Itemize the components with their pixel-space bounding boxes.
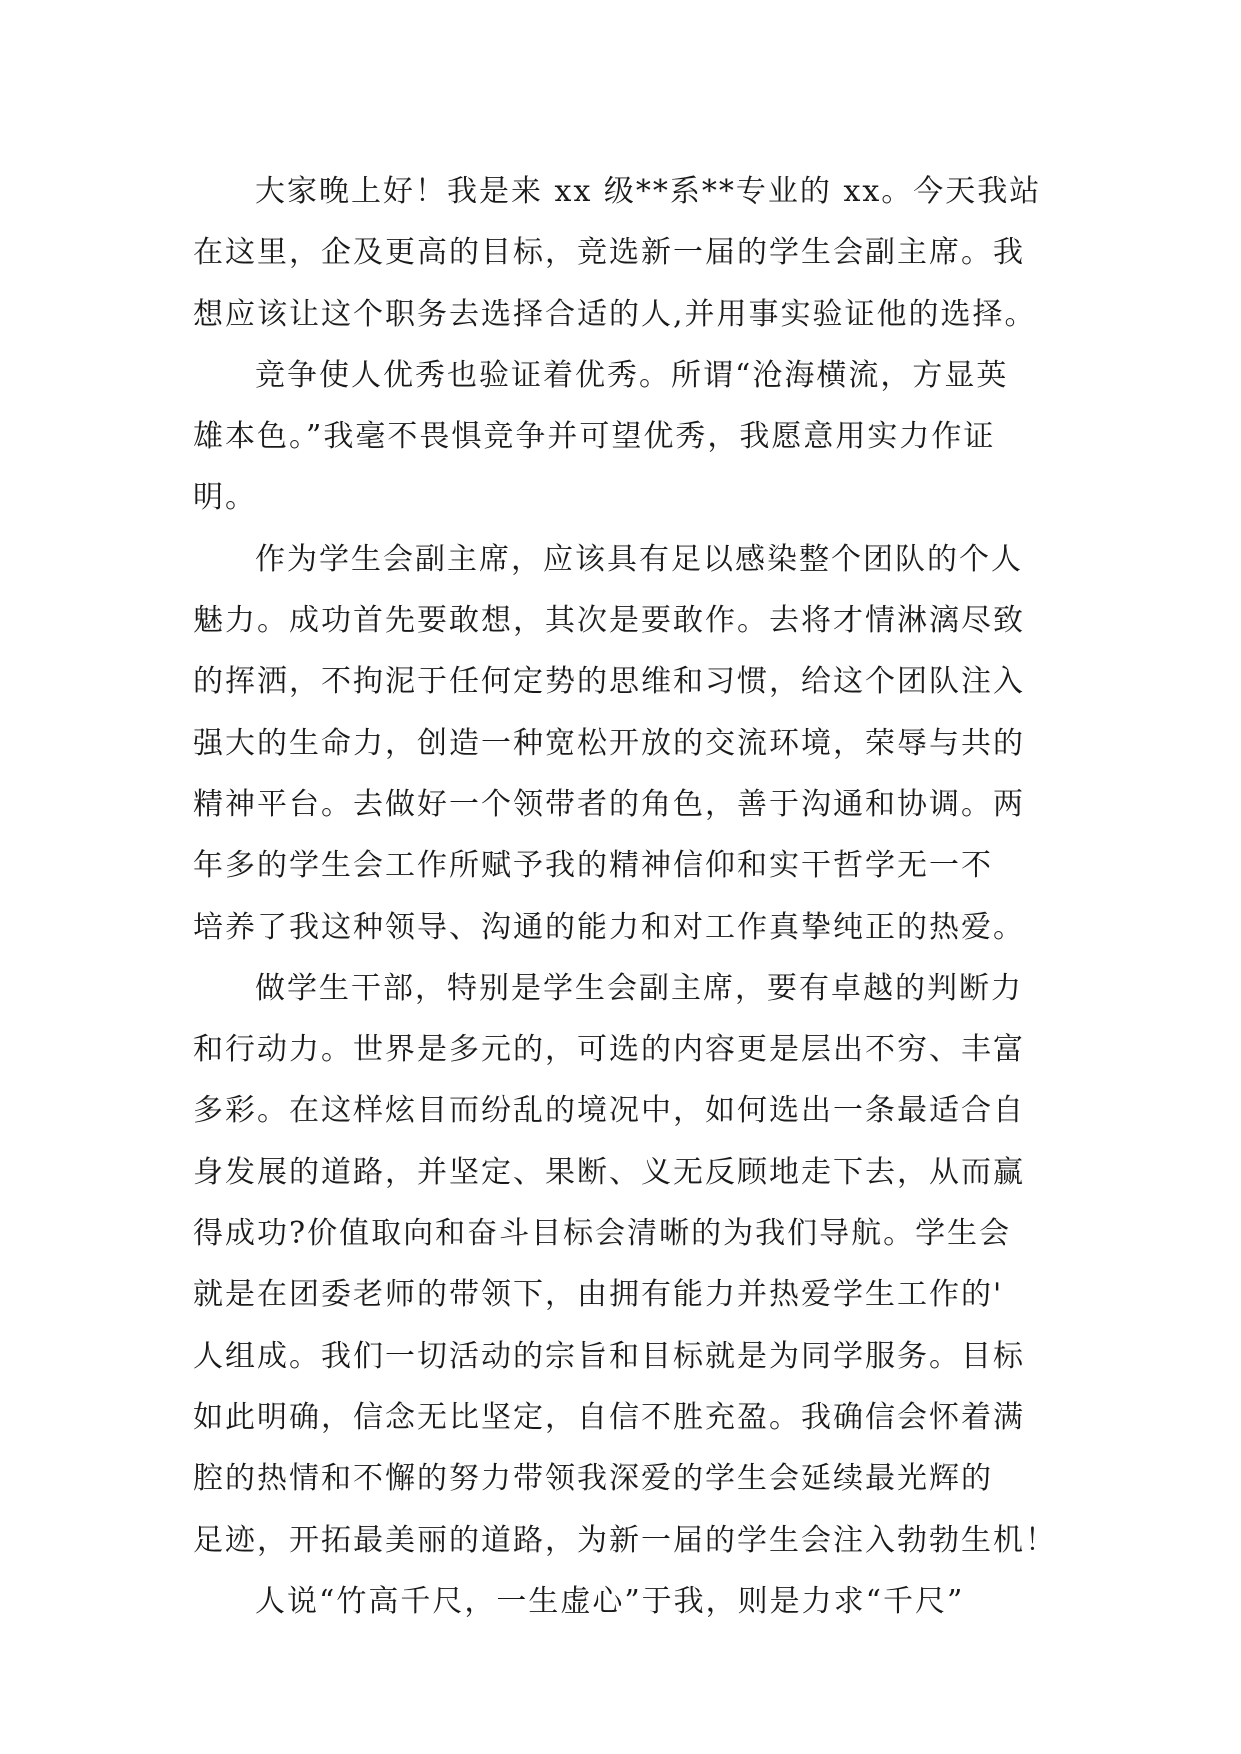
text-line: 年多的学生会工作所赋予我的精神信仰和实干哲学无一不 <box>193 848 993 884</box>
text-line: 和行动力。世界是多元的，可选的内容更是层出不穷、丰富 <box>193 1032 1025 1068</box>
text-line: 大家晚上好！我是来 xx 级**系**专业的 xx。今天我站 <box>255 174 1042 209</box>
text-line: 竞争使人优秀也验证着优秀。所谓“沧海横流，方显英 <box>255 357 1009 393</box>
text-line: 的挥洒，不拘泥于任何定势的思维和习惯，给这个团队注入 <box>193 664 1025 700</box>
text-line: 作为学生会副主席，应该具有足以感染整个团队的个人 <box>255 541 1023 577</box>
text-line: 雄本色。”我毫不畏惧竞争并可望优秀，我愿意用实力作证 <box>193 419 996 455</box>
text-line: 多彩。在这样炫目而纷乱的境况中，如何选出一条最适合自 <box>193 1093 1025 1129</box>
text-line: 如此明确，信念无比坚定，自信不胜充盈。我确信会怀着满 <box>193 1399 1025 1435</box>
text-line: 身发展的道路，并坚定、果断、义无反顾地走下去，从而赢 <box>193 1154 1025 1190</box>
text-line: 足迹，开拓最美丽的道路，为新一届的学生会注入勃勃生机！ <box>193 1522 1057 1558</box>
text-line: 就是在团委老师的带领下，由拥有能力并热爱学生工作的' <box>193 1277 1004 1313</box>
text-line: 人说“竹高千尺，一生虚心”于我，则是力求“千尺” <box>255 1583 965 1619</box>
text-line: 明。 <box>193 480 257 516</box>
text-line: 精神平台。去做好一个领带者的角色，善于沟通和协调。两 <box>193 786 1025 822</box>
text-line: 人组成。我们一切活动的宗旨和目标就是为同学服务。目标 <box>193 1338 1025 1374</box>
text-line: 想应该让这个职务去选择合适的人,并用事实验证他的选择。 <box>193 296 1037 332</box>
document-body <box>193 161 1073 1632</box>
text-line: 强大的生命力，创造一种宽松开放的交流环境，荣辱与共的 <box>193 725 1025 761</box>
text-line: 做学生干部，特别是学生会副主席，要有卓越的判断力 <box>255 970 1023 1006</box>
text-line: 腔的热情和不懈的努力带领我深爱的学生会延续最光辉的 <box>193 1461 993 1497</box>
text-line: 魅力。成功首先要敢想，其次是要敢作。去将才情淋漓尽致 <box>193 603 1025 639</box>
text-line: 得成功?价值取向和奋斗目标会清晰的为我们导航。学生会 <box>193 1216 1012 1252</box>
text-line: 在这里，企及更高的目标，竞选新一届的学生会副主席。我 <box>193 235 1025 271</box>
text-line: 培养了我这种领导、沟通的能力和对工作真挚纯正的热爱。 <box>193 909 1025 945</box>
